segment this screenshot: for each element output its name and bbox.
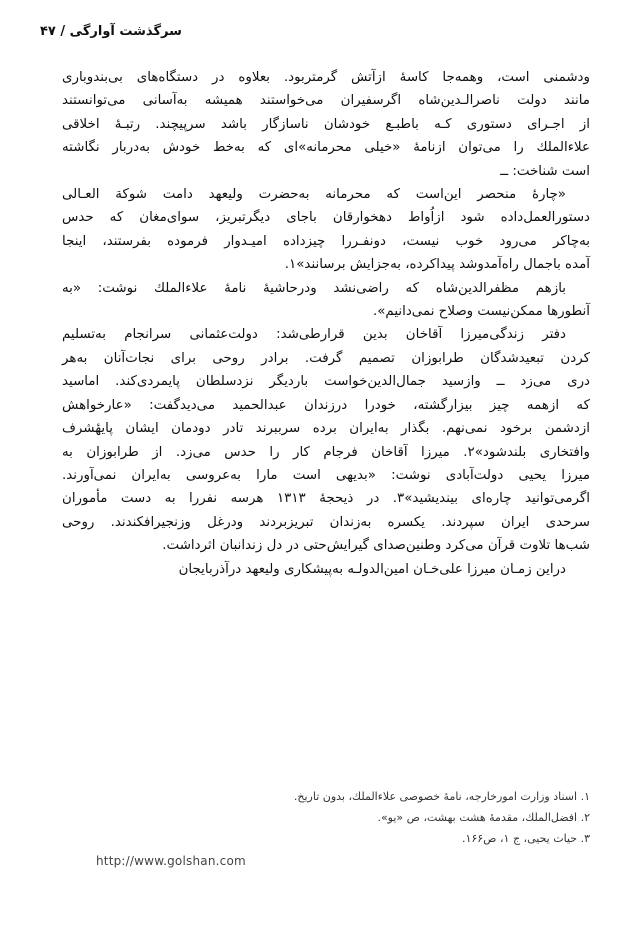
text-line: علاءالملك را می‌توان ازنامهٔ «خیلی محرمانه»ای که به‌خط خودش به‌دربار نگاشته bbox=[62, 140, 590, 156]
body-text bbox=[62, 66, 590, 581]
text-line: سرحدی ایران سپردند. یکسره به‌زندان تبریزبردند ودرغل وزنجیرافکندند. روحی bbox=[62, 514, 590, 530]
text-line: از اجـرای دستوری کـه باطبـع خودشان ناسازگار باشد سرپیچند. رتبـهٔ اخلاقی bbox=[62, 116, 590, 132]
text-line: ودشمنی است، وهمه‌جا کاسهٔ ازآتش گرمتربود. بعلاوه در دستگاه‌های بی‌بندوباری bbox=[62, 70, 590, 85]
text-line: بازهم مظفرالدین‌شاه که راضی‌نشد ودرحاشیهٔ نامهٔ علاءالملك نوشت: «به bbox=[62, 280, 566, 296]
text-line: به‌چاکر می‌رود خوب نیست، دونفـررا چیزداده امیـدوار فرموده بفرستند، اینجا bbox=[62, 233, 590, 249]
quote-paragraph bbox=[62, 183, 590, 277]
text-line: اگرمی‌توانید چاره‌ای بیندیشید»۳. در ذیحجهٔ ۱۳۱۳ هرسه نفررا به دست مأموران bbox=[62, 491, 590, 507]
text-line: است شناخت: ــ bbox=[500, 163, 590, 179]
paragraph bbox=[62, 66, 590, 183]
text-line: دستورالعمل‌داده شود ازاُواط دهخوارقان باجای دیگرتبریز، سوای‌مغان که حدس bbox=[62, 210, 590, 226]
text-line: آمده باجمال راه‌آمدوشد پیداکرده، به‌جزایش برسانند»۱. bbox=[284, 257, 590, 273]
paragraph bbox=[62, 323, 590, 557]
footnotes bbox=[150, 786, 590, 849]
paragraph bbox=[62, 277, 590, 324]
text-line: دفتر زندگی‌میرزا آقاخان بدین قرارطی‌شد: دولت‌عثمانی سرانجام به‌تسلیم bbox=[62, 327, 566, 343]
footnote-2: ۲. افضل‌الملك، مقدمهٔ هشت بهشت، ص «یو». bbox=[377, 811, 590, 824]
text-line: شب‌ها تلاوت قرآن می‌کرد وطنین‌صدای گیرایش‌حتی در دل زندانبان اثرداشت. bbox=[162, 538, 590, 554]
text-line: ازدشمن برخود نمی‌نهم. بگذار به‌ایران برده سرببرند تادر دودمان ایشان پایهٔشرف bbox=[62, 421, 590, 437]
running-header: سرگذشت آوارگی / ۴۷ bbox=[40, 24, 182, 39]
footnote-3: ۳. حیات یحیی، ج ۱، ص۱۶۶. bbox=[461, 832, 590, 845]
text-line: دری می‌زد ــ وازسید جمال‌الدین‌خواست باردیگر نزدسلطان پایمردی‌کند. اماسید bbox=[62, 374, 590, 390]
text-line: «چارهٔ منحصر این‌است که محرمانه به‌حضرت ولیعهد دامت شوکة العـالی bbox=[62, 187, 566, 203]
text-line: دراین زمـان میرزا علی‌خـان امین‌الدولـه به‌پیشکاری ولیعهد درآذربایجان bbox=[178, 561, 566, 577]
text-line: کردن تبعیدشدگان طرابوزان تصمیم گرفت. برادر روحی برای نجات‌آنان به‌هر bbox=[62, 350, 590, 366]
text-line: که ازهمه چیز بیزارگشته، خودرا درزندان عبدالحمید می‌دیدگفت: «عارخواهش bbox=[62, 397, 590, 413]
paragraph bbox=[62, 558, 590, 581]
text-line: مانند دولت ناصرالـدین‌شاه اگرسفیران می‌خواستند همیشه به‌آسانی می‌توانستند bbox=[62, 93, 590, 109]
watermark-url: http://www.golshan.com bbox=[96, 854, 246, 868]
text-line: میرزا یحیی دولت‌آبادی نوشت: «بدیهی است مارا به‌عروسی به‌ایران نمی‌آورند. bbox=[62, 467, 590, 483]
footnote-1: ۱. اسناد وزارت امورخارجه، نامهٔ خصوصی علاءالملك، بدون تاریخ. bbox=[293, 790, 590, 803]
text-line: وافتخاری بلندشود»۲. میرزا آقاخان فرجام کار را حدس می‌زد. از طرابوزان به bbox=[62, 444, 590, 460]
text-line: آنطورها ممکن‌نیست وصلاح نمی‌دانیم». bbox=[372, 304, 590, 320]
